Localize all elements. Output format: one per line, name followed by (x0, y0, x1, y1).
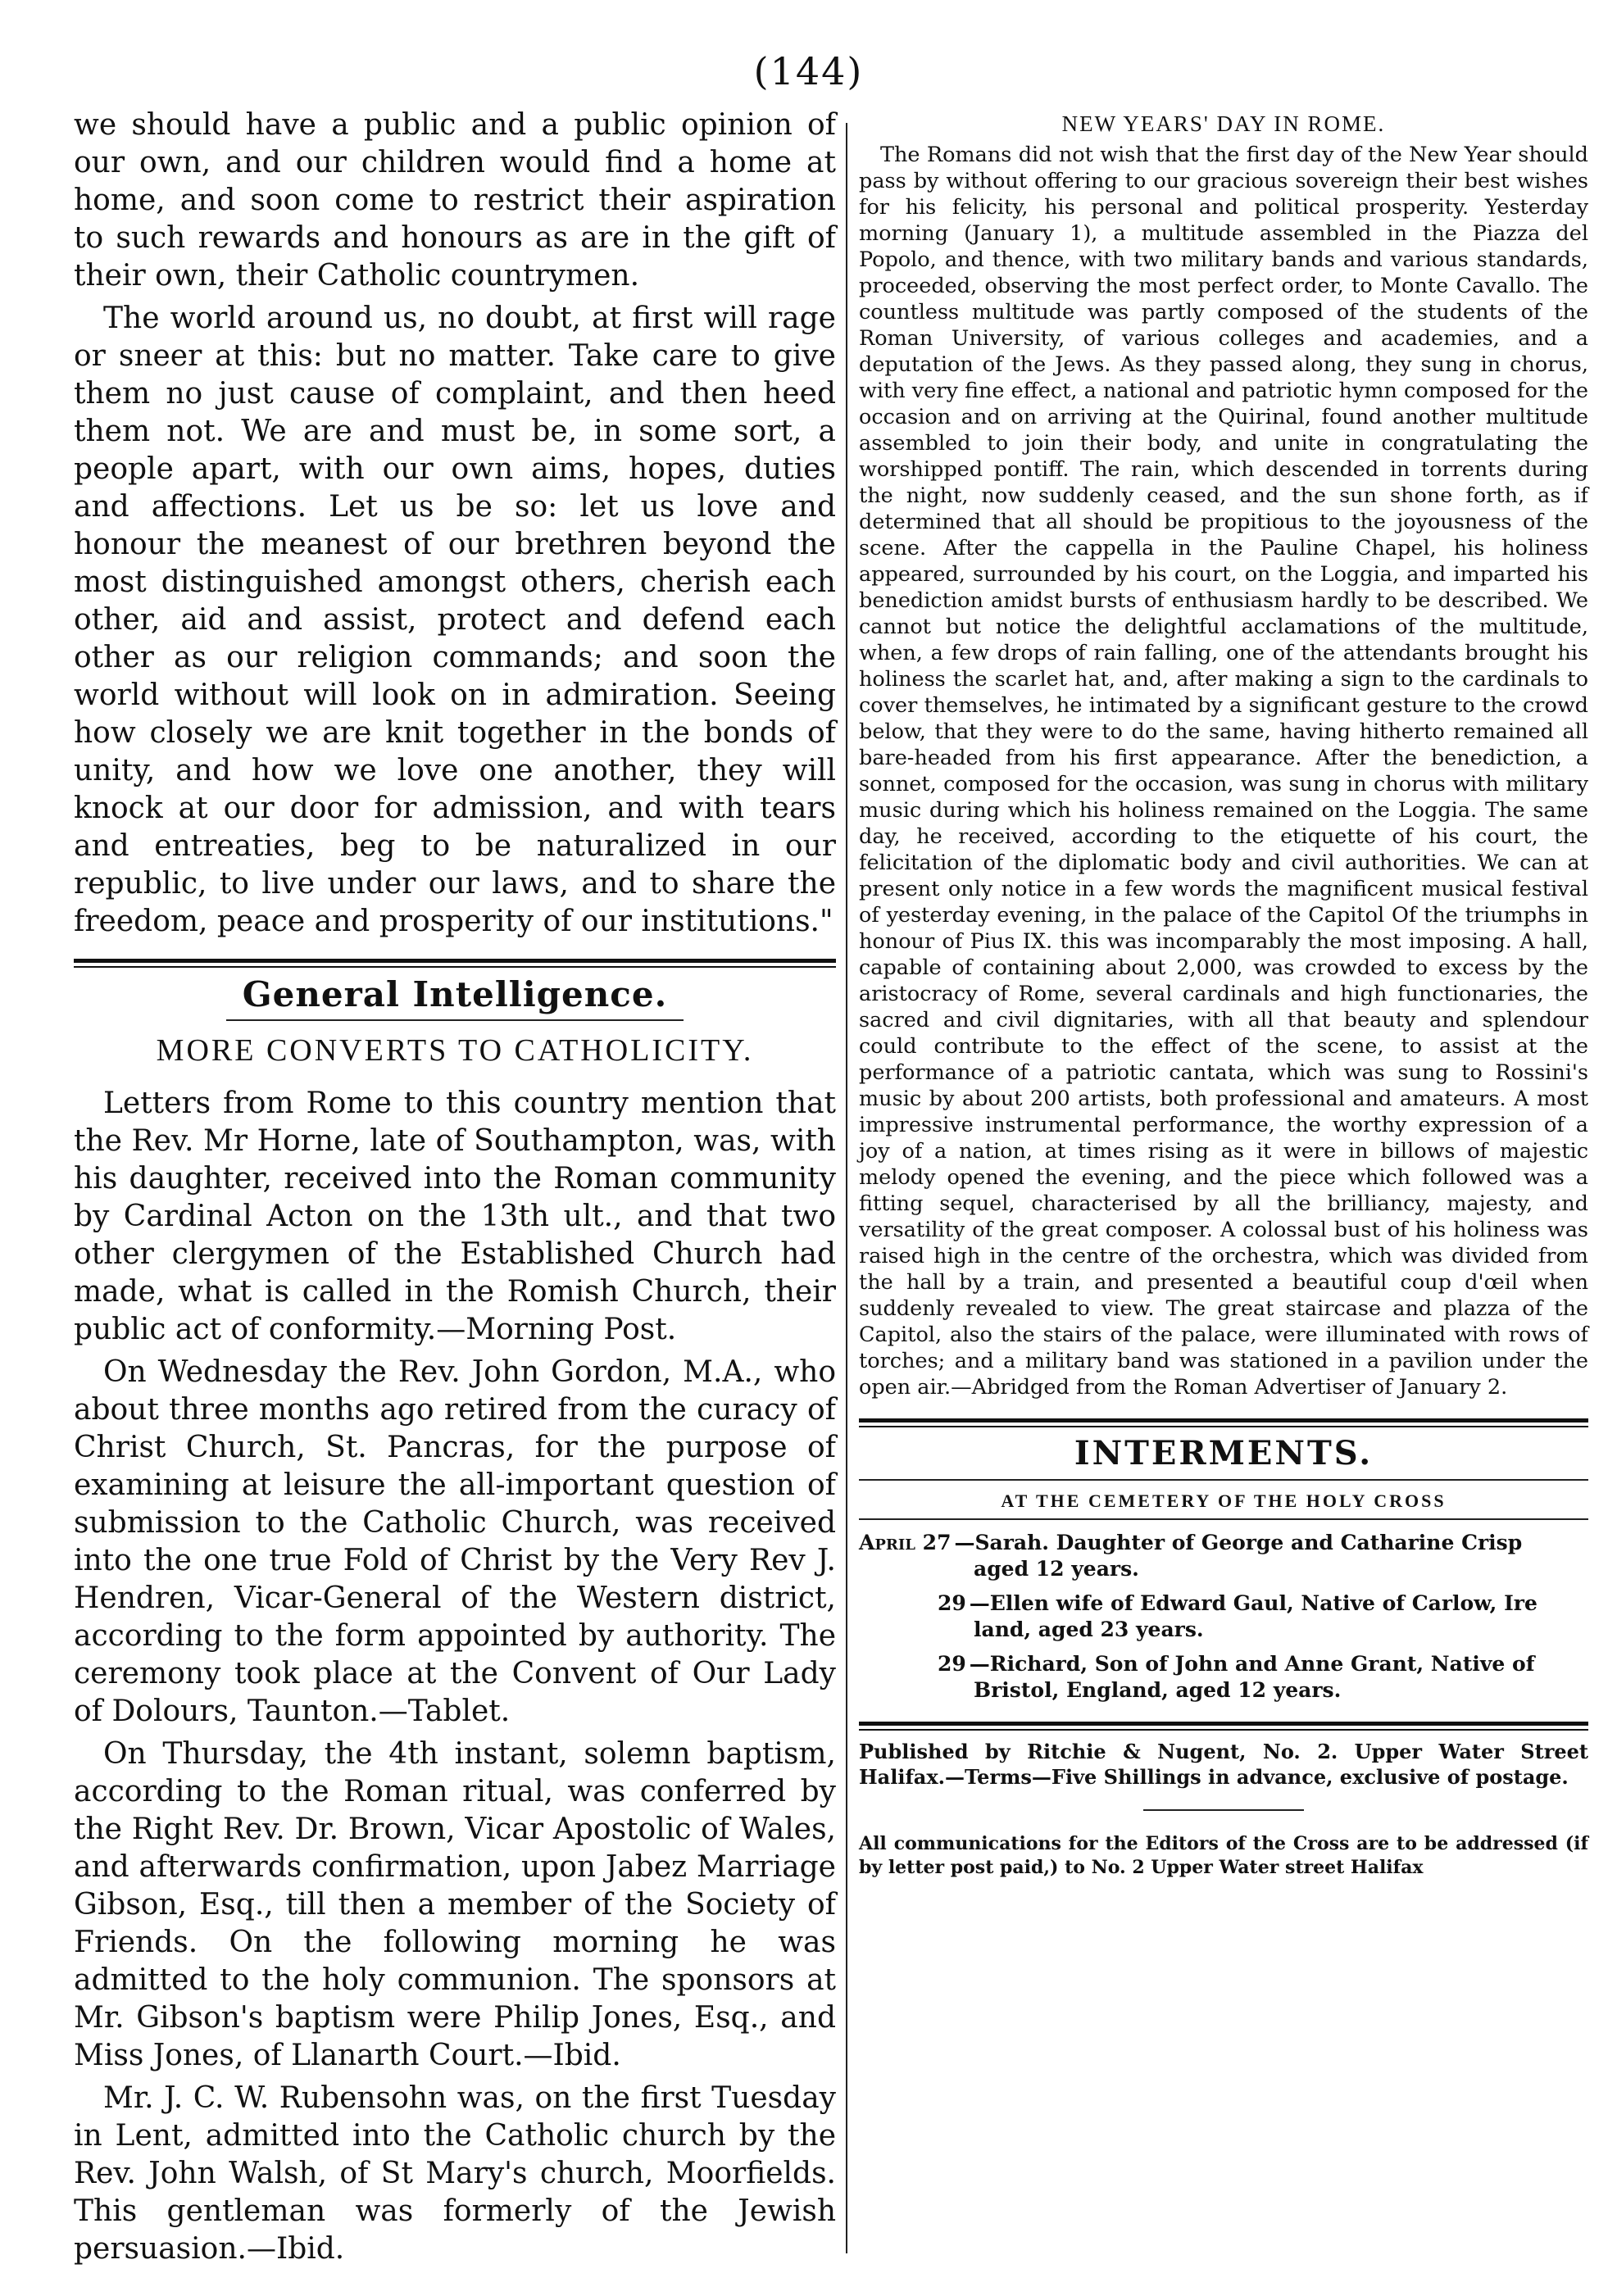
interment-entry (859, 1590, 1588, 1643)
article-headline: MORE CONVERTS TO CATHOLICITY. (156, 1033, 754, 1068)
entry-text: —Ellen wife of Edward Gaul, Native of Carlow, Ire (969, 1591, 1538, 1615)
interment-entry (859, 1530, 1588, 1582)
entry-continuation: land, aged 23 years. (974, 1618, 1204, 1641)
right-column (859, 107, 1588, 1885)
section-rule (859, 1722, 1588, 1731)
entry-continuation: aged 12 years. (974, 1557, 1139, 1581)
article-headline: NEW YEARS' DAY IN ROME. (1061, 111, 1386, 136)
entry-date: April 27 (859, 1531, 952, 1554)
article-paragraph: The Romans did not wish that the first day of the New Year should pass by without offering to our gracious sovereign their best wishes for his felicity, his personal and political prosperity. Yesterday morning (January 1), a multitude assembled in the Piazza del Popolo, and thence, with two military bands and various standards, proceeded, observing the most perfect order, to Monte Cavallo. The countless multitude was partly composed of the students of the Roman University, of various colleges and academies, and a deputation of the Jews. As they passed along, they sung in chorus, with very fine effect, a national and patriotic hymn composed for the occasion and on arriving at the Quirinal, found another multitude assembled to join their body, and unite in congratulating the worshipped pontiff. The rain, which descended in torrents during the night, now suddenly ceased, and the sun shone forth, as if determined that all should be propitious to the joyousness of the scene. After the cappella in the Pauline Chapel, his holiness appeared, surrounded by his court, on the Loggia, and imparted his benediction amidst bursts of enthusiasm hardly to be described. We cannot but notice the delightful acclamations of the multitude, when, a few drops of rain falling, one of the attendants brought his holiness the scarlet hat, and, after making a sign to the cardinals to cover themselves, he intimated by a significant gesture to the crowd below, that they were to do the same, having hitherto remained all bare-headed from his first appearance. After the benediction, a sonnet, composed for the occasion, was sung in chorus with military music during which his holiness remained on the Loggia. The same day, he received, according to the etiquette of his court, the felicitation of the diplomatic body and civil authorities. We can at present only notice in a few words the magnificent musical festival of yesterday evening, in the palace of the Capitol Of the triumphs in honour of Pius IX. this was incomparably the most imposing. A hall, capable of containing about 2,000, was crowded to excess by the aristocracy of Rome, several cardinals and high functionaries, the sacred and civil dignitaries, with all that beauty and splendour could contribute to the effect of the scene, to assist at the performance of a patriotic cantata, which was sung to Rossini's music by about 200 artists, both professional and amateurs. A most impressive instrumental performance, the worthy expression of a joy of a nation, at times rising as it were in billows of majestic melody opened the evening, and the piece which followed was a fitting sequel, characterised by all the brilliancy, majesty, and versatility of the great composer. A colossal bust of his holiness was raised high in the centre of the orchestra, which was divided from the hall by a train, and presented a beautiful coup d'œil when suddenly revealed to view. The great staircase and plazza of the Capitol, also the stairs of the palace, were illuminated with rows of torches; and a military band was stationed in a pavilion under the open air.—Abridged from the Roman Advertiser of January 2. (859, 143, 1588, 1400)
page-number: (144) (753, 49, 864, 93)
intro-paragraph: The world around us, no doubt, at first will rage or sneer at this: but no matter. Take care to give them no just cause of complaint, and then heed them not. We are and must be, in some sort, a people apart, with our own aims, hopes, duties and affections. Let us be so: let us love and honour the meanest of our brethren beyond the most distinguished amongst others, cherish each other, aid and assist, protect and defend each other as our religion commands; and soon the world without will look on in admiration. Seeing how closely we are knit together in the bonds of unity, and how we love one another, they will knock at our door for admission, and with tears and entreaties, beg to be naturalized in our republic, to live under our laws, and to share the freedom, peace and prosperity of our institutions." (74, 302, 836, 938)
section-rule (74, 959, 836, 968)
entry-date: 29 (938, 1591, 966, 1615)
intro-paragraph: we should have a public and a public opinion of our own, and our children would find a home at home, and soon come to restrict their aspiration to such rewards and honours as are in the gift of their own, their Catholic countrymen. (74, 108, 836, 293)
interments-title: INTERMENTS. (1074, 1434, 1374, 1472)
entry-continuation: Bristol, England, aged 12 years. (974, 1678, 1342, 1702)
section-title: General Intelligence. (242, 974, 668, 1014)
entry-text: —Sarah. Daughter of George and Catharine Crisp (954, 1531, 1523, 1554)
article-paragraph: Mr. J. C. W. Rubensohn was, on the first Tuesday in Lent, admitted into the Catholic church by the Rev. John Walsh, of St Mary's church, Moorfields. This gentleman was formerly of the Jewish persuasion.—Ibid. (74, 2081, 836, 2266)
short-rule (859, 1518, 1588, 1520)
publisher-notice: Published by Ritchie & Nugent, No. 2. Upper Water Street Halifax.—Terms—Five Shillings in advance, exclusive of postage. (859, 1740, 1588, 1789)
article-paragraph: On Wednesday the Rev. John Gordon, M.A., who about three months ago retired from the curacy of Christ Church, St. Pancras, for the purpose of examining at leisure the all-important question of submission to the Catholic Church, was received into the one true Fold of Christ by the Very Rev J. Hendren, Vicar-General of the Western district, according to the form appointed by authority. The ceremony took place at the Convent of Our Lady of Dolours, Taunton.—Tablet. (74, 1355, 836, 1728)
interment-entry (859, 1651, 1588, 1704)
entry-date: 29 (938, 1652, 966, 1676)
short-rule (226, 1019, 684, 1021)
short-rule (1143, 1809, 1304, 1811)
article-paragraph: On Thursday, the 4th instant, solemn baptism, according to the Roman ritual, was conferred by the Right Rev. Dr. Brown, Vicar Apostolic of Wales, and afterwards confirmation, upon Jabez Marriage Gibson, Esq., till then a member of the Society of Friends. On the following morning he was admitted to the holy communion. The sponsors at Mr. Gibson's baptism were Philip Jones, Esq., and Miss Jones, of Llanarth Court.—Ibid. (74, 1737, 836, 2072)
short-rule (859, 1479, 1588, 1481)
article-paragraph: Letters from Rome to this country mention that the Rev. Mr Horne, late of Southampton, was, with his daughter, received into the Roman community by Cardinal Acton on the 13th ult., and that two other clergymen of the Established Church had made, what is called in the Romish Church, their public act of conformity.—Morning Post. (74, 1087, 836, 1346)
cemetery-heading: AT THE CEMETERY OF THE HOLY CROSS (1001, 1491, 1447, 1511)
section-rule (859, 1418, 1588, 1427)
left-column (74, 107, 836, 2273)
communications-notice: All communications for the Editors of the Cross are to be addressed (if by letter post paid,) to No. 2 Upper Water street Halifax (859, 1833, 1588, 1878)
entry-text: —Richard, Son of John and Anne Grant, Native of (969, 1652, 1535, 1676)
column-divider (846, 123, 847, 2253)
